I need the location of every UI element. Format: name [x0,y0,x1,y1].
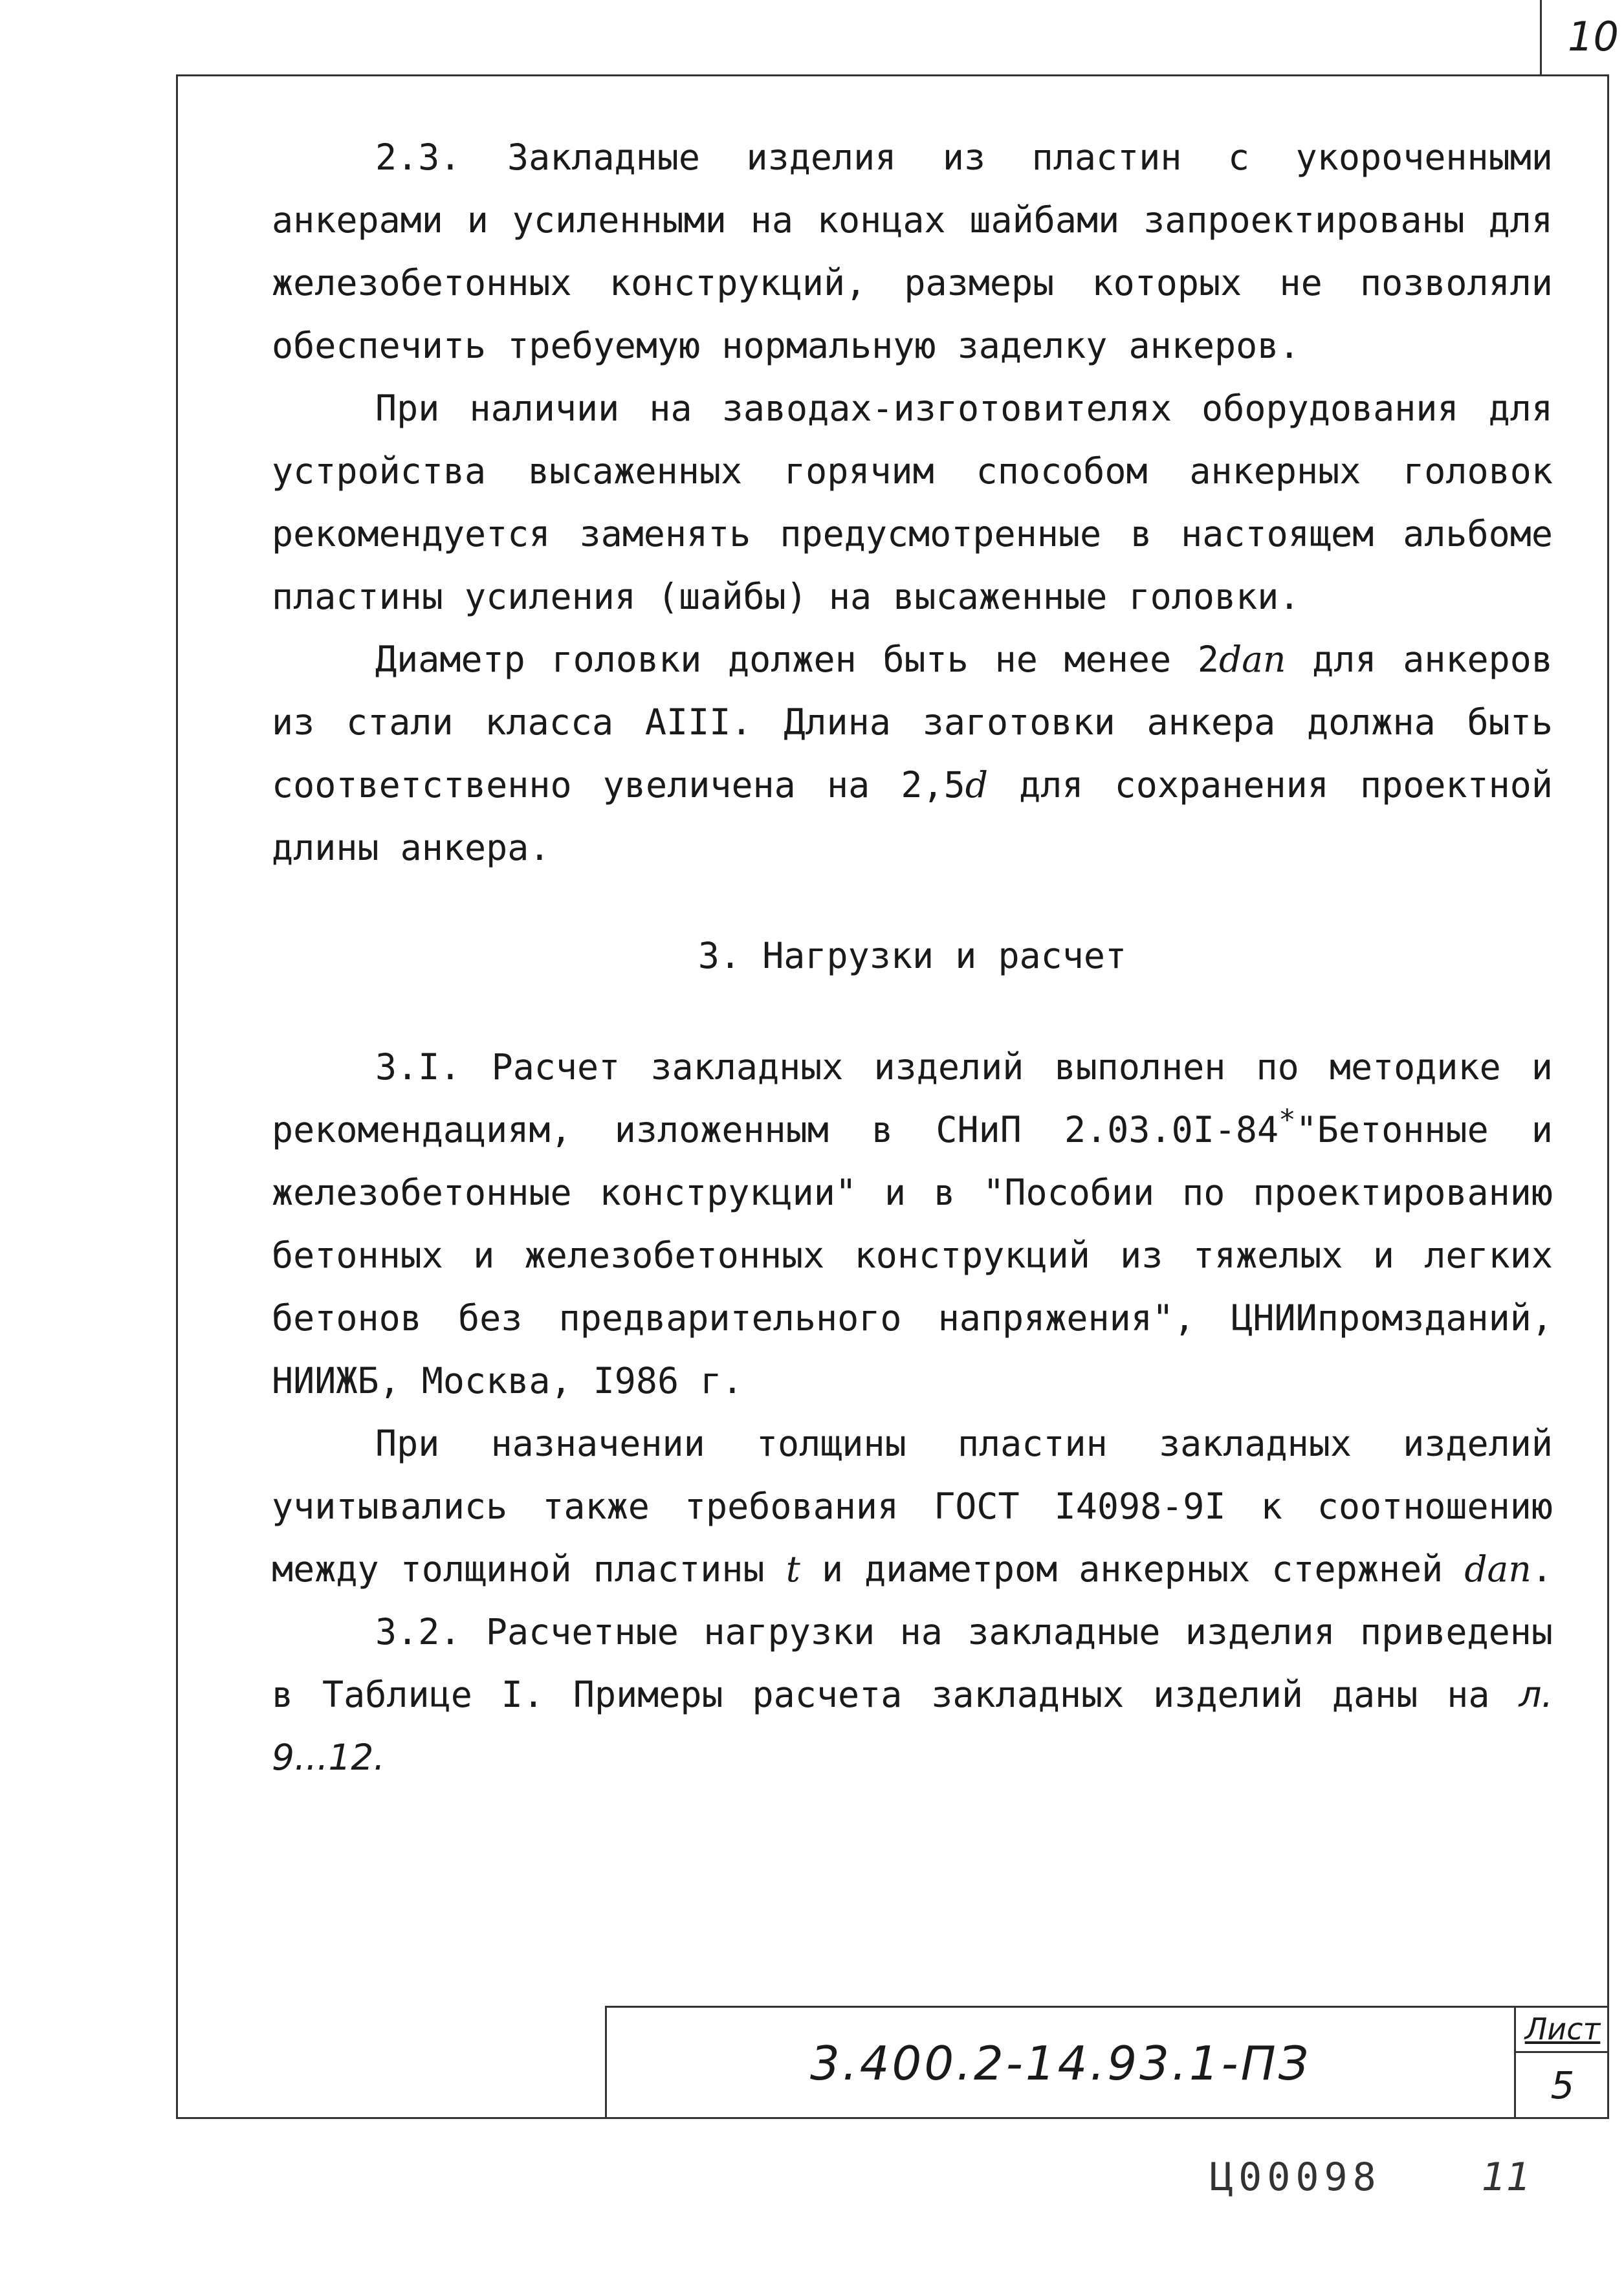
archive-code: Ц00098 [1210,2155,1381,2200]
p3-text-b: для анкеров из стали класса AIII. Длина заготовки анкера должна быть соответственно увеличена на 2,5 [272,639,1575,806]
document-body [272,126,1575,1789]
p312-text-c: . [1531,1548,1553,1590]
anchor-diameter-symbol-2: dan [1464,1548,1531,1590]
top-page-number-box [1540,0,1624,76]
p312-text-a: При назначении толщины пластин закладных изделий учитывались также требования ГОСТ I4098-9I к соотношению между толщиной пластины [272,1423,1575,1590]
snip-star: * [1278,1103,1296,1137]
paragraph-3-1 [272,1036,1575,1412]
thickness-symbol: t [785,1548,800,1590]
p31-text-b: "Бетонные и железобетонные конструкции" и в "Пособии по проектированию бетонных и железобетонных конструкций из тяжелых и легких бетонов без предварительного напряжения", ЦНИИпромзданий, НИИЖБ, Москва, I986 г. [272,1109,1575,1401]
sheet-cell [1514,2008,1609,2119]
p3-text-a: Диаметр головки должен быть не менее 2 [375,639,1219,680]
top-page-number: 10 [1568,13,1619,60]
p32-text-a: 3.2. Расчетные нагрузки на закладные изделия приведены в Таблице I. Примеры расчета закладных изделий даны на [272,1611,1575,1715]
sheet-number: 5 [1550,2063,1575,2107]
sheet-label: Лист [1516,2008,1609,2053]
paragraph-2-3-1: 2.3. Закладные изделия из пластин с укороченными анкерами и усиленными на концах шайбами запроектированы для железобетонных конструкций, размеры которых не позволяли обеспечить требуемую нормальную заделку анкеров. [272,137,1575,366]
paragraph-3-2 [272,1601,1575,1789]
document-code: 3.400.2-14.93.1-ПЗ [810,2036,1311,2091]
p312-text-b: и диаметром анкерных стержней [800,1548,1465,1590]
p31-text-a: 3.I. Расчет закладных изделий выполнен по методике и рекомендациям, изложенным в СНиП 2.03.0I-84 [272,1046,1575,1150]
paragraph-2-3-3 [272,628,1575,879]
p3-text-c: для сохранения проектной длины анкера. [272,764,1575,868]
paragraph-3-1-2 [272,1412,1575,1601]
paragraph-2-3-2: При наличии на заводах-изготовителях оборудования для устройства высаженных горячим способом анкерных головок рекомендуется заменять предусмотренные в настоящем альбоме пластины усиления (шайбы) на высаженные головки. [272,388,1575,617]
section-3-heading: 3. Нагрузки и расчет [697,935,1127,976]
anchor-diameter-symbol: dan [1218,639,1286,680]
sheet-reference: л. 9...12. [272,1674,1564,1778]
archive-page-number: 11 [1482,2155,1531,2200]
title-block [605,2006,1609,2119]
diameter-symbol: d [965,764,988,806]
